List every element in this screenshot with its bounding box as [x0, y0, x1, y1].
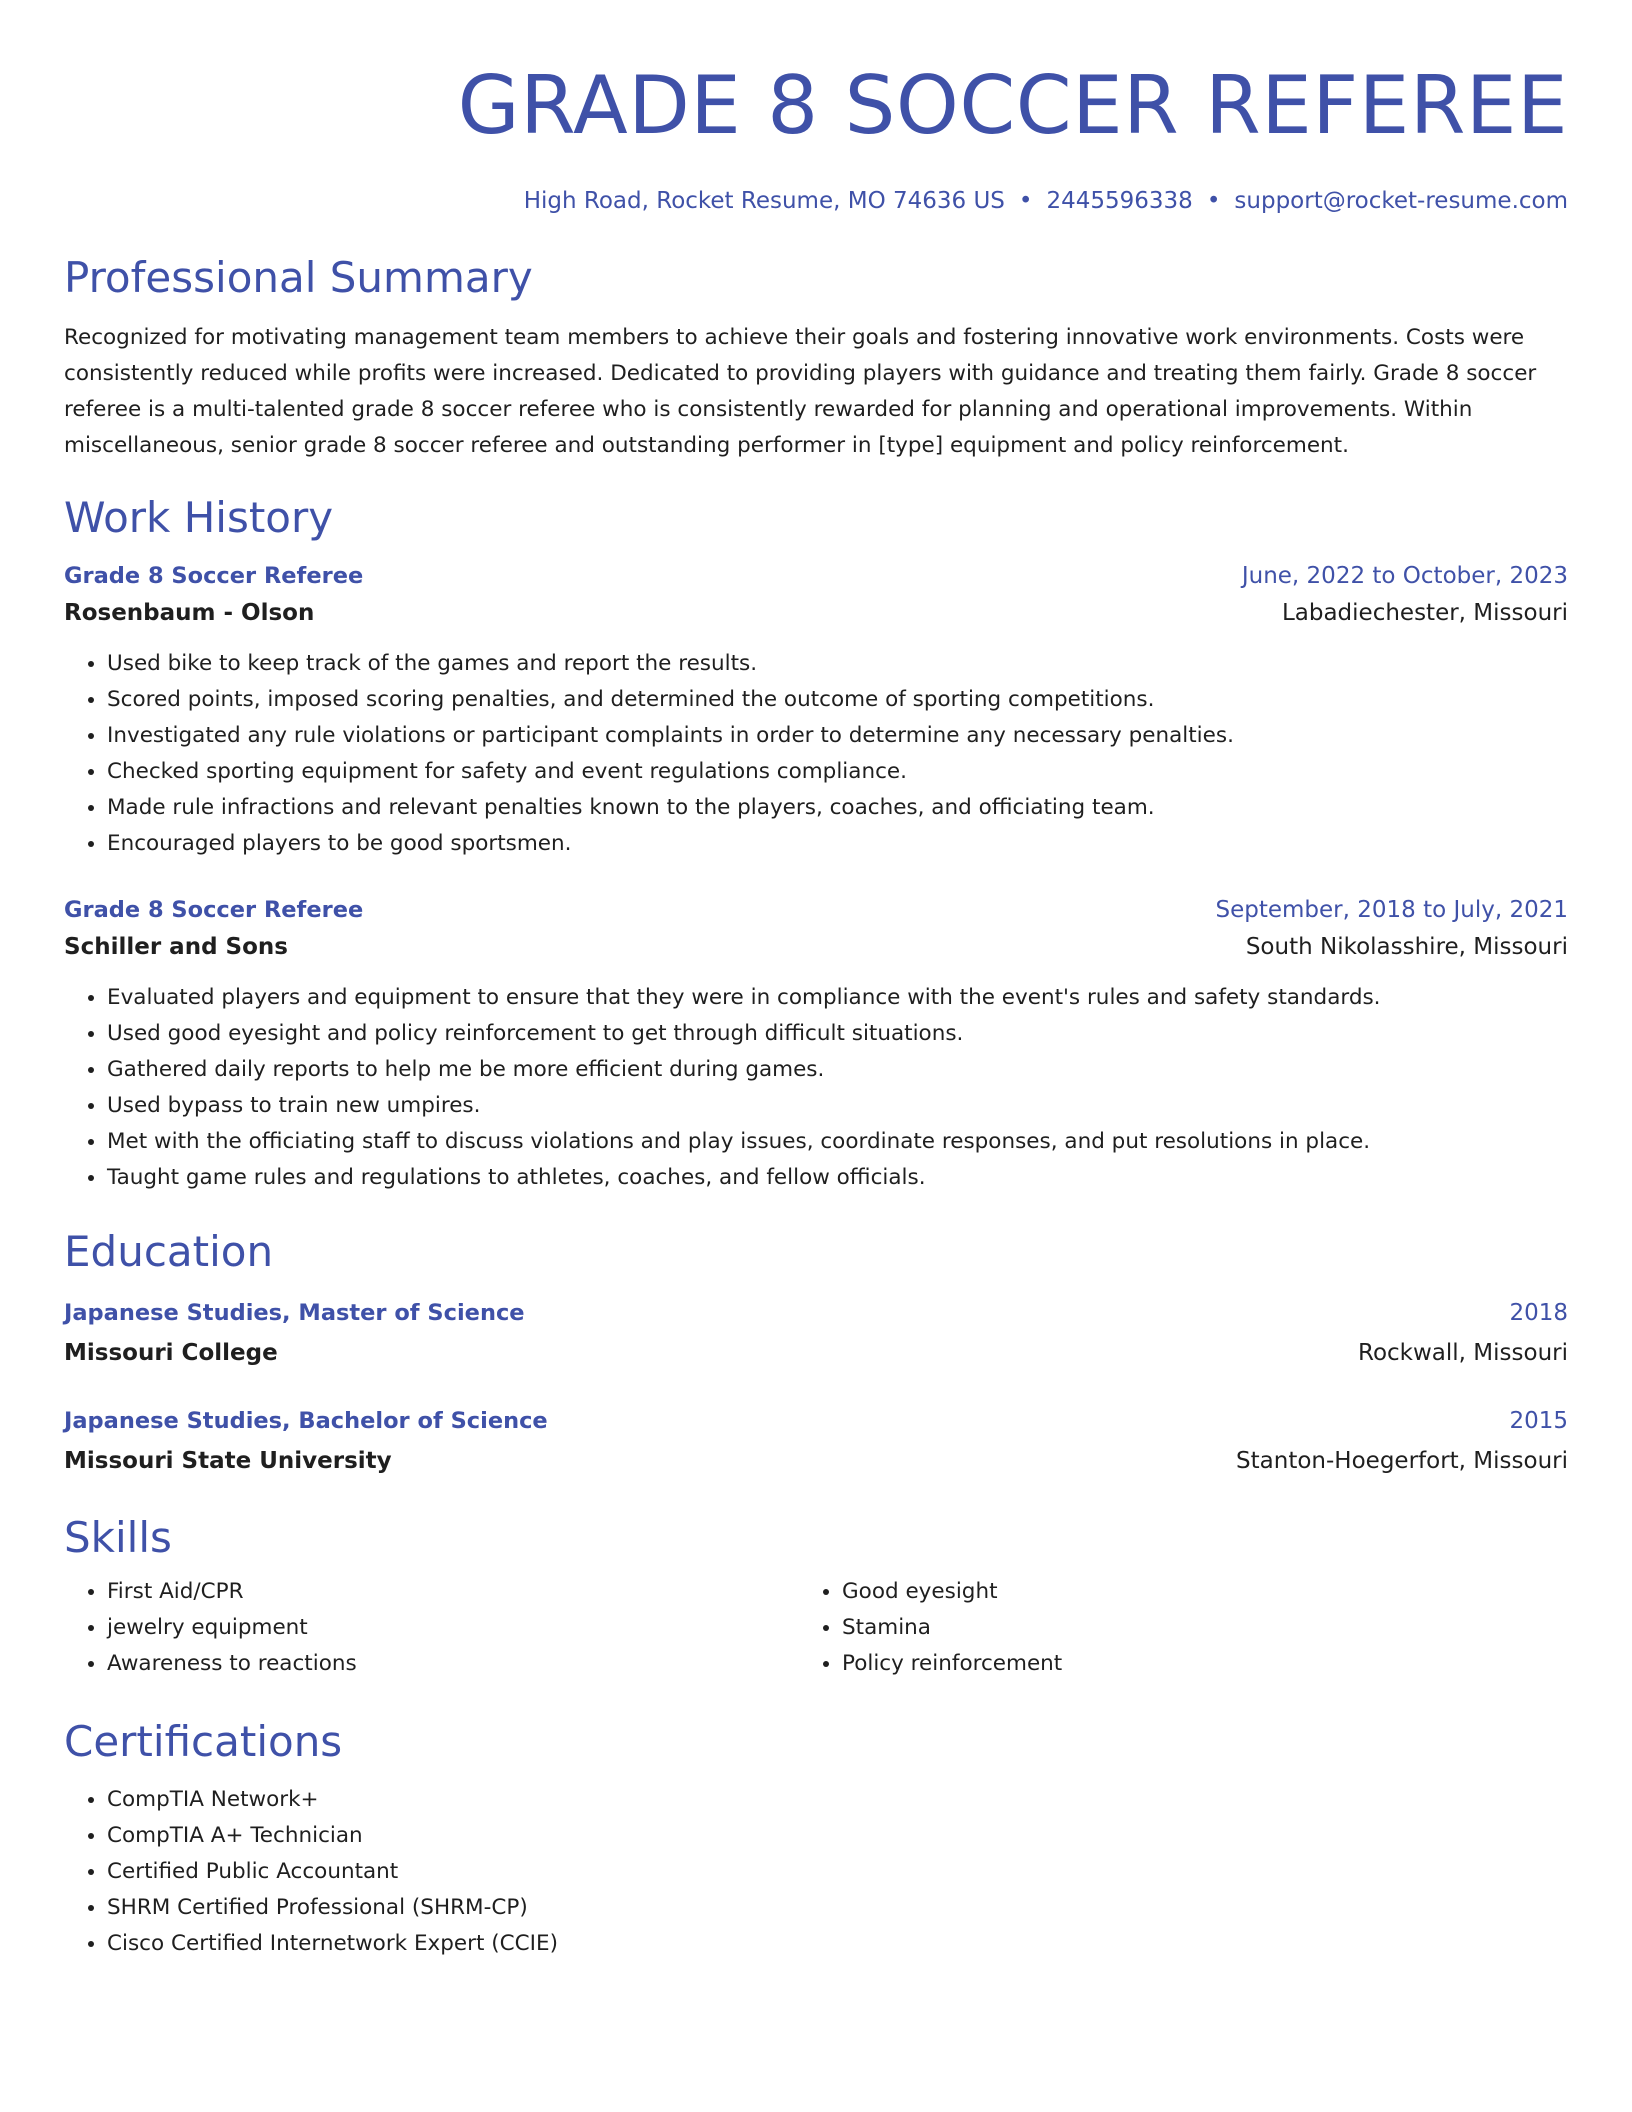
- list-item: • Awareness to reactions: [107, 1646, 799, 1682]
- list-item: • Used bypass to train new umpires.: [107, 1088, 1568, 1124]
- contact-address: High Road, Rocket Resume, MO 74636 US: [523, 188, 1005, 214]
- list-item: • Gathered daily reports to help me be more efficient during games.: [107, 1052, 1568, 1088]
- list-item: • Met with the officiating staff to discuss violations and play issues, coordinate responses, and put resolutions in place.: [107, 1124, 1568, 1160]
- job-company: Rosenbaum - Olson: [64, 600, 315, 626]
- candidate-name: GRADE 8 SOCCER REFEREE: [457, 59, 1568, 152]
- certifications-list: [64, 1782, 1568, 1962]
- contact-separator: •: [1018, 188, 1033, 214]
- education-location: Rockwall, Missouri: [1358, 1340, 1568, 1366]
- list-item: • CompTIA A+ Technician: [107, 1818, 1568, 1854]
- list-item: • Certified Public Accountant: [107, 1854, 1568, 1890]
- job-dates: September, 2018 to July, 2021: [1215, 897, 1568, 923]
- job-location: South Nikolasshire, Missouri: [1245, 934, 1568, 960]
- list-item: • Made rule infractions and relevant penalties known to the players, coaches, and officiating team.: [107, 790, 1568, 826]
- job-company: Schiller and Sons: [64, 934, 288, 960]
- contact-separator: •: [1206, 188, 1221, 214]
- contact-email[interactable]: support@rocket-resume.com: [1234, 188, 1568, 214]
- list-item: • Taught game rules and regulations to athletes, coaches, and fellow officials.: [107, 1160, 1568, 1196]
- section-title-work-history: Work History: [64, 493, 334, 542]
- education-entry: [64, 1294, 1568, 1374]
- job-dates: June, 2022 to October, 2023: [1241, 563, 1568, 589]
- section-title-summary: Professional Summary: [64, 253, 533, 302]
- list-item: • Good eyesight: [842, 1574, 1534, 1610]
- job-entry: [64, 558, 1568, 862]
- list-item: • Stamina: [842, 1610, 1534, 1646]
- list-item: • Evaluated players and equipment to ensure that they were in compliance with the event's rules and safety standards.: [107, 980, 1568, 1016]
- list-item: • Scored points, imposed scoring penalties, and determined the outcome of sporting competitions.: [107, 682, 1568, 718]
- list-item: • Checked sporting equipment for safety and event regulations compliance.: [107, 754, 1568, 790]
- skills-columns: [64, 1574, 1568, 1682]
- skills-list-left: [64, 1574, 799, 1682]
- list-item: • CompTIA Network+: [107, 1782, 1568, 1818]
- list-item: • Cisco Certified Internetwork Expert (CCIE): [107, 1926, 1568, 1962]
- education-year: 2018: [1509, 1300, 1568, 1326]
- list-item: • Used bike to keep track of the games and report the results.: [107, 646, 1568, 682]
- summary-text: Recognized for motivating management team members to achieve their goals and fostering innovative work environments. Costs were consistently reduced while profits were increased. Dedicated to providing players with guidance and treating them fairly. Grade 8 soccer referee is a multi-talented grade 8 soccer referee who is consistently rewarded for planning and operational improvements. Within miscellaneous, senior grade 8 soccer referee and outstanding performer in [type] equipment and policy reinforcement.: [64, 325, 1537, 458]
- list-item: • Encouraged players to be good sportsmen.: [107, 826, 1568, 862]
- job-title: Grade 8 Soccer Referee: [64, 897, 364, 923]
- education-degree: Japanese Studies, Bachelor of Science: [64, 1408, 548, 1434]
- job-location: Labadiechester, Missouri: [1281, 600, 1568, 626]
- education-school: Missouri State University: [64, 1448, 392, 1474]
- education-location: Stanton-Hoegerfort, Missouri: [1236, 1448, 1568, 1474]
- list-item: • First Aid/CPR: [107, 1574, 799, 1610]
- list-item: • jewelry equipment: [107, 1610, 799, 1646]
- contact-line: [64, 186, 1568, 216]
- education-degree: Japanese Studies, Master of Science: [64, 1300, 525, 1326]
- job-title: Grade 8 Soccer Referee: [64, 563, 364, 589]
- education-school: Missouri College: [64, 1340, 278, 1366]
- list-item: • Investigated any rule violations or participant complaints in order to determine any necessary penalties.: [107, 718, 1568, 754]
- list-item: • Policy reinforcement: [842, 1646, 1534, 1682]
- job-entry: [64, 892, 1568, 1196]
- section-title-education: Education: [64, 1227, 274, 1276]
- education-entry: [64, 1402, 1568, 1482]
- education-year: 2015: [1509, 1408, 1568, 1434]
- contact-phone: 2445596338: [1046, 188, 1193, 214]
- list-item: • Used good eyesight and policy reinforcement to get through difficult situations.: [107, 1016, 1568, 1052]
- skills-list-right: [799, 1574, 1534, 1682]
- list-item: • SHRM Certified Professional (SHRM-CP): [107, 1890, 1568, 1926]
- job-bullets: [64, 980, 1568, 1196]
- section-title-skills: Skills: [64, 1513, 172, 1562]
- section-title-certifications: Certifications: [64, 1717, 343, 1766]
- job-bullets: [64, 646, 1568, 862]
